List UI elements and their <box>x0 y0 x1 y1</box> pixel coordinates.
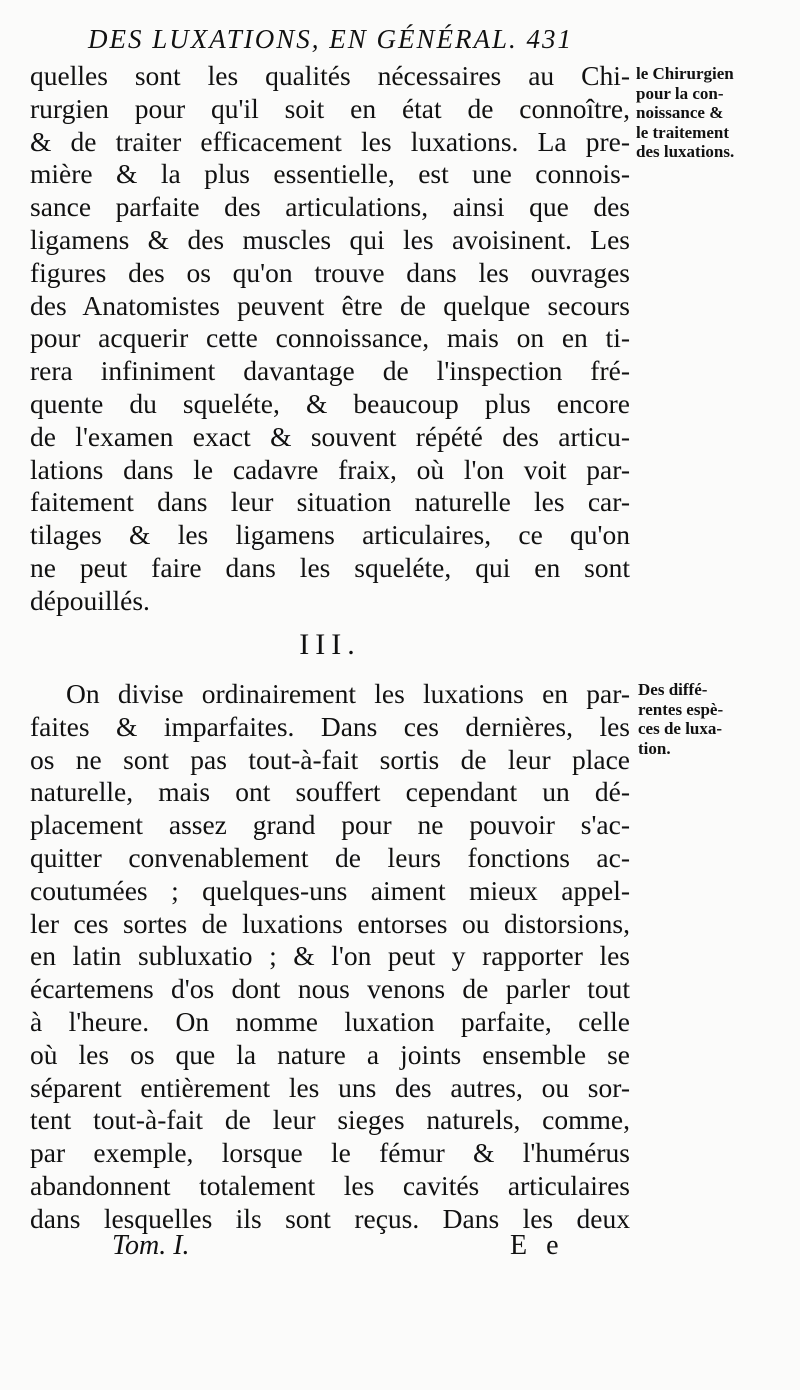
text-line: faites & imparfaites. Dans ces dernières, les <box>30 710 630 742</box>
text-line: rurgien pour qu'il soit en état de connoître, <box>30 92 630 124</box>
text-line: dans lesquelles ils sont reçus. Dans les deux <box>30 1202 630 1234</box>
margin-note-line: ces de luxa- <box>638 719 723 738</box>
text-line: pour acquerir cette connoissance, mais on en ti- <box>30 322 630 354</box>
paragraph-continuation <box>30 60 630 618</box>
text-line: quelles sont les qualités nécessaires au Chi- <box>30 60 630 91</box>
text-line: tent tout-à-fait de leur sieges naturels, comme, <box>30 1104 630 1136</box>
text-line: lations dans le cadavre fraix, où l'on voit par- <box>30 453 630 485</box>
margin-note-line: pour la con- <box>636 83 724 103</box>
running-head: DES LUXATIONS, EN GÉNÉRAL. 431 <box>88 24 573 54</box>
text-line: où les os que la nature a joints ensemble se <box>30 1038 630 1070</box>
text-line: séparent entièrement les uns des autres, ou sor- <box>30 1071 630 1103</box>
margin-note-line: noissance & <box>636 103 724 122</box>
text-line: de l'examen exact & souvent répété des articu- <box>30 420 630 452</box>
text-line: en latin subluxatio ; & l'on peut y rapporter les <box>30 940 630 972</box>
paragraph-section-3 <box>30 678 630 1236</box>
text-line: coutumées ; quelques-uns aiment mieux appel- <box>30 874 630 906</box>
margin-note-line: des luxations. <box>636 142 735 161</box>
signature-mark: E e <box>510 1230 565 1261</box>
section-number: III. <box>299 628 361 661</box>
margin-note-line: le traitement <box>636 122 729 142</box>
margin-note-line: Des diffé- <box>638 680 708 699</box>
text-line: faitement dans leur situation naturelle les car- <box>30 486 630 518</box>
text-line: sance parfaite des articulations, ainsi que des <box>30 191 630 223</box>
text-line: écartemens d'os dont nous venons de parler tout <box>30 973 630 1005</box>
text-line: ligamens & des muscles qui les avoisinent. Les <box>30 223 630 255</box>
volume-label: Tom. I. <box>112 1230 190 1261</box>
text-line: tilages & les ligamens articulaires, ce qu'on <box>30 519 630 551</box>
margin-note-surgeon <box>636 64 734 162</box>
margin-note-line: le Chirurgien <box>636 64 734 83</box>
margin-note-line: rentes espè- <box>638 699 724 719</box>
text-line: naturelle, mais ont souffert cependant un dé- <box>30 776 630 808</box>
text-line: os ne sont pas tout-à-fait sortis de leur place <box>30 743 630 775</box>
text-line: abandonnent totalement les cavités articulaires <box>30 1169 630 1201</box>
margin-note-line: tion. <box>638 738 671 758</box>
text-line: & de traiter efficacement les luxations. La pre- <box>30 125 630 157</box>
text-line: figures des os qu'on trouve dans les ouvrages <box>30 256 630 288</box>
text-line: placement assez grand pour ne pouvoir s'ac- <box>30 809 630 841</box>
text-line: à l'heure. On nomme luxation parfaite, celle <box>30 1005 630 1037</box>
text-line: dépouillés. <box>30 584 150 616</box>
text-line: ne peut faire dans les squeléte, qui en sont <box>30 551 630 583</box>
text-line: rera infiniment davantage de l'inspection fré- <box>30 355 630 387</box>
text-line: des Anatomistes peuvent être de quelque secours <box>30 289 630 321</box>
margin-note-types <box>638 680 723 758</box>
text-line: quitter convenablement de leurs fonctions ac- <box>30 841 630 873</box>
text-line: ler ces sortes de luxations entorses ou distorsions, <box>30 907 630 939</box>
text-line: quente du squeléte, & beaucoup plus encore <box>30 387 630 419</box>
text-line: On divise ordinairement les luxations en par- <box>66 678 630 709</box>
text-line: mière & la plus essentielle, est une connois- <box>30 158 630 190</box>
text-line: par exemple, lorsque le fémur & l'humérus <box>30 1137 630 1169</box>
